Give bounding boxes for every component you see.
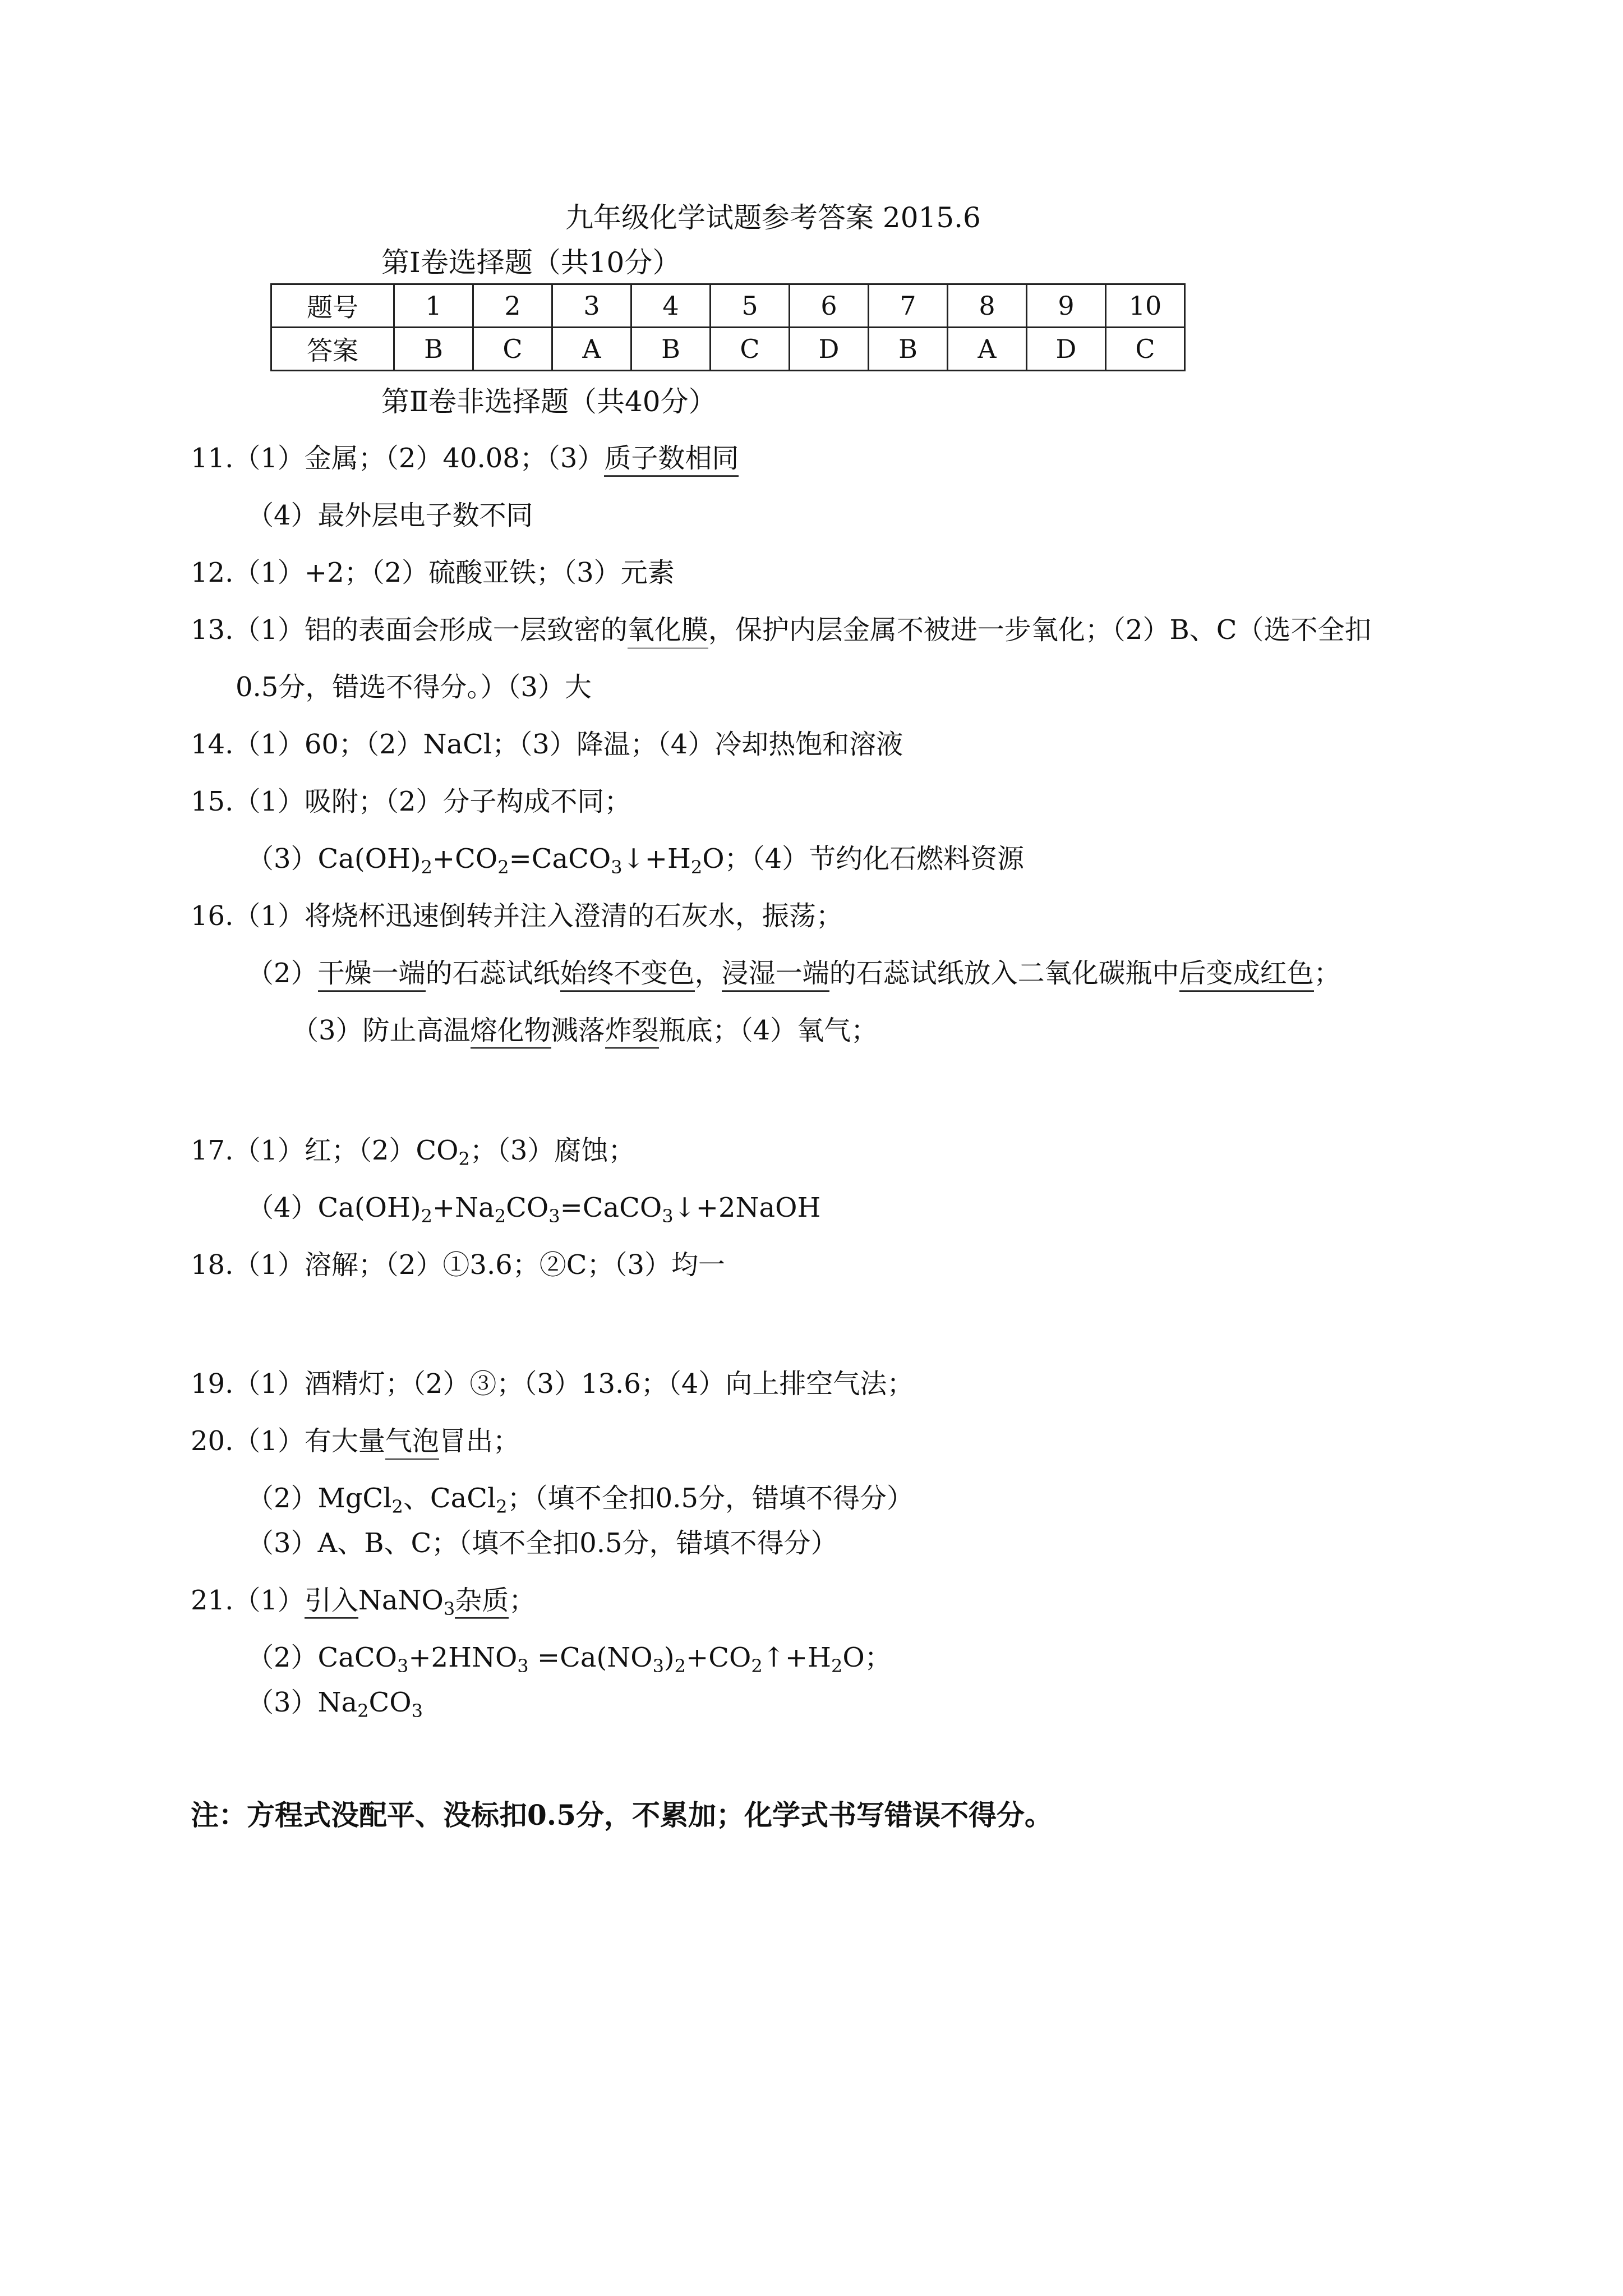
- answer-14: 14.（1）60；（2）NaCl；（3）降温；（4）冷却热饱和溶液: [191, 729, 903, 760]
- answer-table: [270, 283, 1186, 371]
- answer-13-line-2: 0.5分，错选不得分。）（3）大: [236, 671, 592, 703]
- underlined-keyword: 氧化膜: [628, 614, 708, 648]
- table-cell: C: [1106, 328, 1185, 371]
- table-cell: D: [1027, 328, 1106, 371]
- table-cell: B: [869, 328, 948, 371]
- answer-21-line-3: $(3)Na_2CO_3$: [247, 1687, 423, 1722]
- grading-note: 注：方程式没配平、没标扣0.5分，不累加；化学式书写错误不得分。: [191, 1798, 1053, 1832]
- table-cell: 3: [552, 284, 631, 328]
- underlined-keyword: 后变成红色: [1179, 958, 1314, 992]
- answer-20-line-3: （3）A、B、C；（填不全扣0.5分，错填不得分）: [247, 1527, 838, 1559]
- row-header: 答案: [271, 328, 394, 371]
- table-cell: 4: [631, 284, 711, 328]
- answer-11-line-2: （4）最外层电子数不同: [247, 500, 533, 531]
- answer-12: 12.（1）+2；（2）硫酸亚铁；（3）元素: [191, 557, 675, 588]
- underlined-keyword: 杂质: [455, 1585, 509, 1619]
- underlined-keyword: 气泡: [385, 1425, 439, 1460]
- underlined-keyword: 质子数相同: [604, 443, 739, 477]
- table-cell: B: [394, 328, 473, 371]
- answer-13-line-1: 13.（1）铝的表面会形成一层致密的氧化膜，保护内层金属不被进一步氧化；（2）B、C（选不全扣: [191, 608, 1371, 647]
- underlined-keyword: 引入: [305, 1585, 358, 1619]
- answer-21-line-1: 21.（1）引入NaNO$_3$杂质；: [191, 1585, 536, 1619]
- table-cell: 1: [394, 284, 473, 328]
- row-header: 题号: [271, 284, 394, 328]
- underlined-keyword: 始终不变色: [560, 958, 695, 992]
- answer-11-line-1: 11.（1）金属；（2）40.08；（3）质子数相同: [191, 436, 739, 475]
- table-cell: 8: [948, 284, 1027, 328]
- table-cell: C: [711, 328, 790, 371]
- section-heading-2: 第Ⅱ卷非选择题（共40分）: [381, 385, 717, 418]
- table-cell: A: [552, 328, 631, 371]
- page-title: 九年级化学试题参考答案 2015.6: [565, 201, 981, 234]
- table-cell: 7: [869, 284, 948, 328]
- table-cell: D: [790, 328, 869, 371]
- underlined-keyword: 干燥一端: [318, 958, 426, 992]
- table-cell: B: [631, 328, 711, 371]
- underlined-keyword: 炸裂: [605, 1015, 659, 1049]
- table-cell: C: [473, 328, 552, 371]
- underlined-keyword: 熔化物: [471, 1015, 551, 1049]
- table-cell: 6: [790, 284, 869, 328]
- section-heading-1: 第Ⅰ卷选择题（共10分）: [381, 246, 681, 279]
- table-cell: 2: [473, 284, 552, 328]
- answer-18: 18.（1）溶解；（2）①3.6；②C；（3）均一: [191, 1249, 726, 1281]
- answer-16-line-1: 16.（1）将烧杯迅速倒转并注入澄清的石灰水，振荡；: [191, 900, 843, 932]
- answer-19: 19.（1）酒精灯；（2）③；（3）13.6；（4）向上排空气法；: [191, 1368, 914, 1400]
- answer-15-line-2: $(3)Ca(OH)_2+CO_2=CaCO_3↓+H_2O$；（4）节约化石燃料资源: [247, 843, 1025, 878]
- table-cell: 5: [711, 284, 790, 328]
- table-row-answers: [271, 328, 1185, 371]
- table-row-numbers: [271, 284, 1185, 328]
- answer-16-line-3: （3）防止高温熔化物溅落炸裂瓶底；（4）氧气；: [292, 1009, 878, 1047]
- answer-21-line-2: $(2)CaCO_3+2HNO_3$ $=Ca(NO_3)_2+CO_2↑+H_2O$；: [247, 1642, 892, 1677]
- answer-20-line-1: 20.（1）有大量气泡冒出；: [191, 1419, 520, 1458]
- answer-17-line-1: 17.（1）红；$(2)CO_2$；（3）腐蚀；: [191, 1135, 635, 1170]
- underlined-keyword: 浸湿一端: [722, 958, 829, 992]
- table-cell: 10: [1106, 284, 1185, 328]
- answer-17-line-2: $(4)Ca(OH)_2+Na_2CO_3=CaCO_3↓+2NaOH$: [247, 1192, 821, 1227]
- answer-20-line-2: （2）MgCl$_2$、CaCl$_2$；（填不全扣0.5分，错填不得分）: [247, 1483, 914, 1517]
- answer-15-line-1: 15.（1）吸附；（2）分子构成不同；: [191, 786, 631, 817]
- table-cell: 9: [1027, 284, 1106, 328]
- table-cell: A: [948, 328, 1027, 371]
- answer-16-line-2: （2）干燥一端的石蕊试纸始终不变色，浸湿一端的石蕊试纸放入二氧化碳瓶中后变成红色；: [247, 951, 1341, 990]
